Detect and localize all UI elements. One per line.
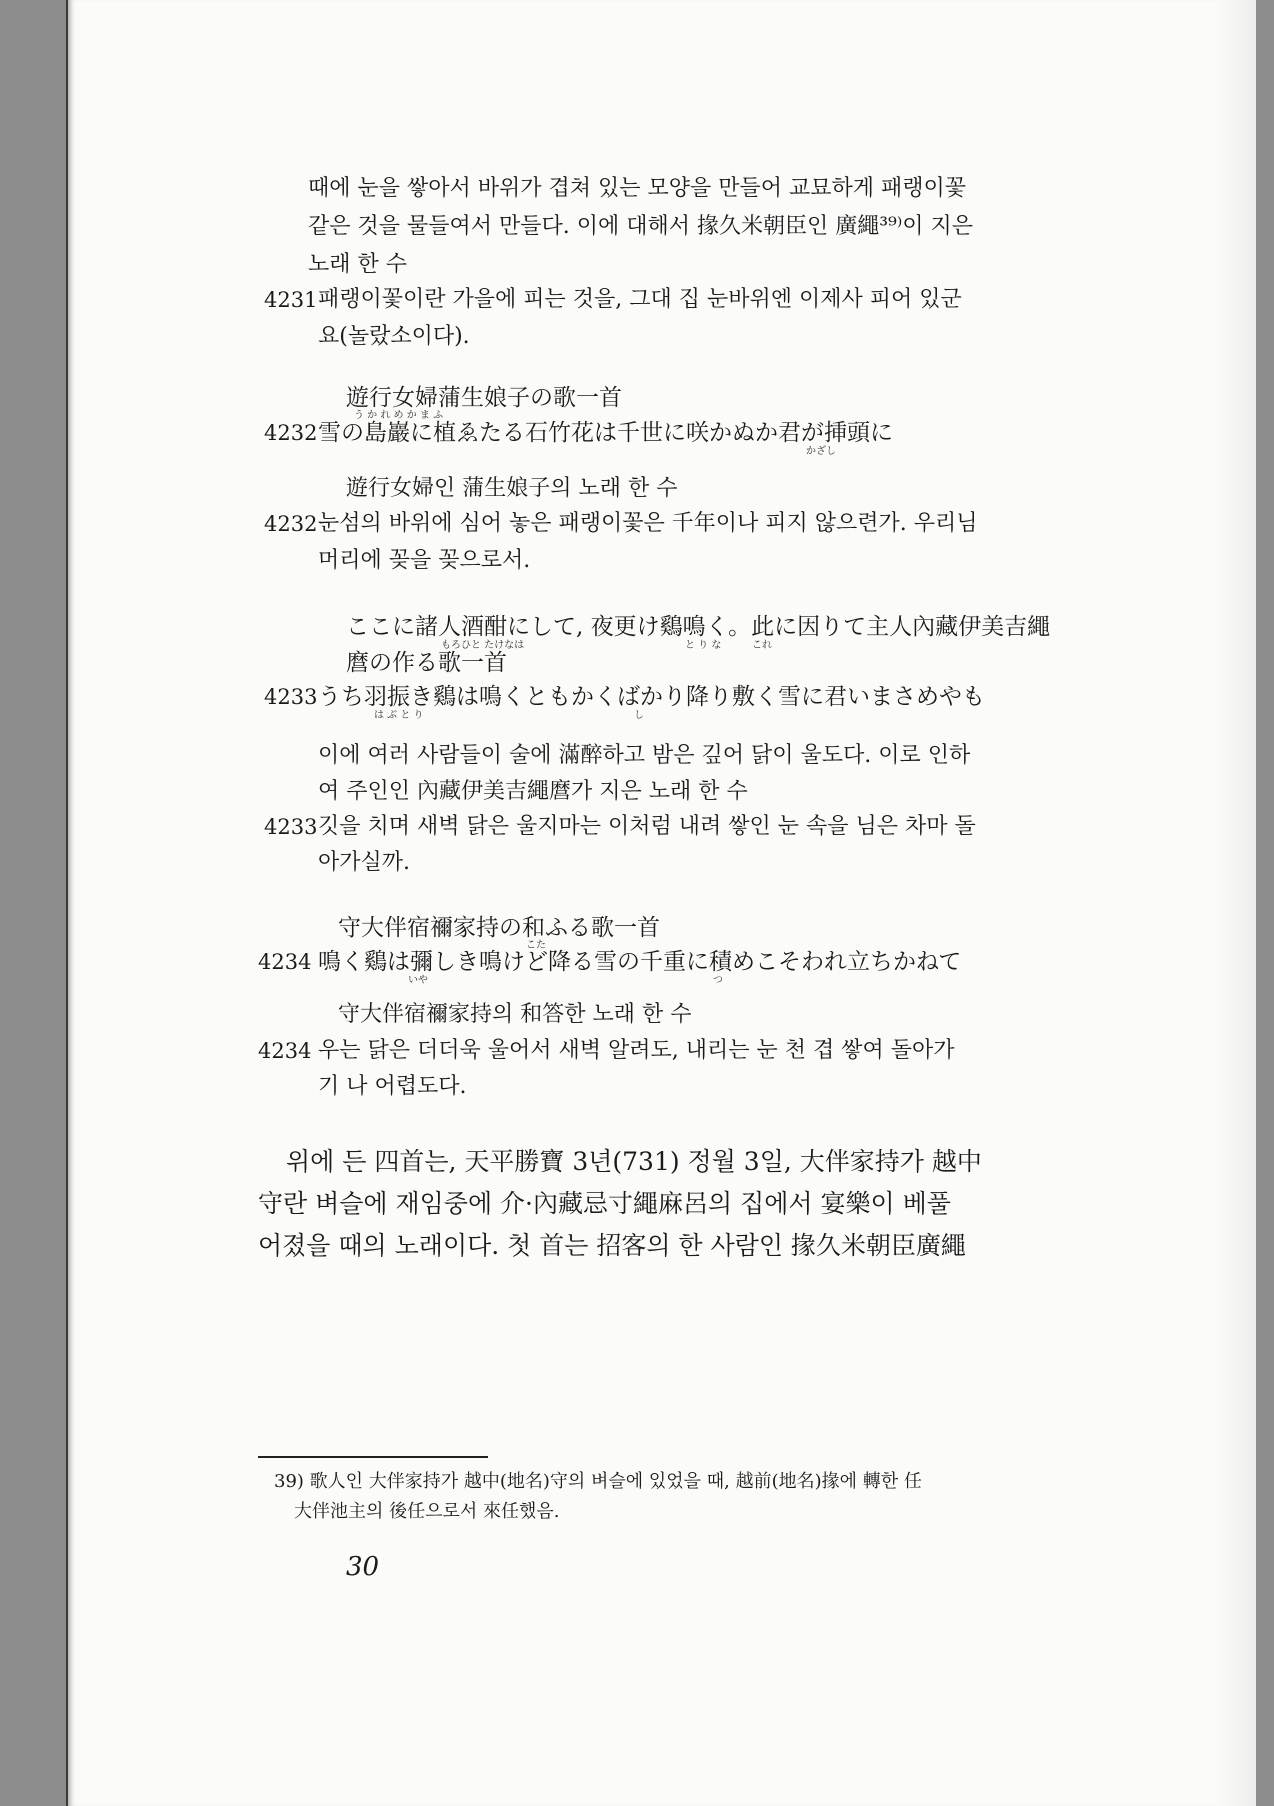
kr-heading-4233-line-2: 여 주인인 內藏伊美吉繩麿가 지은 노래 한 수 [318, 779, 748, 804]
kr-verse-4234-line-2: 기 나 어렵도다. [318, 1074, 467, 1099]
jp-verse-4232: 雪の島巖に植ゑたる石竹花は千世に咲かぬか君が挿頭に [318, 420, 893, 446]
kr-verse-4233-line-1: 깃을 치며 새벽 닭은 울지마는 이처럼 내려 쌓인 눈 속을 님은 차마 돌 [318, 814, 976, 839]
jp-heading-ruby-4233: もろひと たけなは [441, 640, 525, 651]
jp-heading-ruby-4234: こた [526, 940, 546, 951]
jp-heading-4232: 遊行女婦蒲生娘子の歌一首 [346, 385, 622, 411]
jp-verse-ruby-4233: は ぶ と り [374, 710, 424, 721]
kr-number-4234: 4234 [258, 1039, 312, 1063]
jp-verse-ruby2-4234: つ [713, 975, 723, 986]
commentary-line-3: 어졌을 때의 노래이다. 첫 首는 招客의 한 사람인 掾久米朝臣廣繩 [258, 1231, 966, 1260]
footnote-line-1: 39) 歌人인 大伴家持가 越中(地名)守의 벼슬에 있었을 때, 越前(地名)掾에 轉한 任 [274, 1471, 922, 1492]
page-number: 30 [346, 1552, 380, 1582]
book-page [66, 0, 1256, 1806]
commentary-line-1: 위에 든 四首는, 天平勝寶 3년(731) 정월 3일, 大伴家持가 越中 [286, 1147, 982, 1176]
jp-verse-ruby-4234: いや [408, 975, 428, 986]
kr-verse-4233-line-2: 아가실까. [318, 850, 411, 875]
intro-line-2: 같은 것을 물들여서 만들다. 이에 대해서 掾久米朝臣인 廣繩³⁹⁾이 지은 [308, 214, 974, 239]
jp-verse-ruby-4232: かざし [806, 446, 836, 457]
kr-verse-4232-line-2: 머리에 꽂을 꽂으로서. [318, 548, 531, 573]
jp-verse-4234: 鳴く鷄は彌しき鳴けど降る雪の千重に積めこそわれ立ちかねて [318, 949, 962, 975]
intro-line-1: 때에 눈을 쌓아서 바위가 겹쳐 있는 모양을 만들어 교묘하게 패랭이꽃 [308, 176, 966, 201]
jp-number-4233: 4233 [264, 685, 318, 709]
kr-heading-4233-line-1: 이에 여러 사람들이 술에 滿醉하고 밤은 깊어 닭이 울도다. 이로 인하 [318, 743, 971, 768]
jp-heading-4233-line-1: ここに諸人酒酣にして, 夜更け鷄鳴く。此に因りて主人內藏伊美吉繩 [346, 614, 1051, 640]
verse-4231-line-1: 패랭이꽃이란 가을에 피는 것을, 그대 집 눈바위엔 이제사 피어 있군 [318, 287, 962, 312]
jp-heading-ruby2-4233: と り な [685, 640, 722, 651]
kr-verse-4232-line-1: 눈섬의 바위에 심어 놓은 패랭이꽃은 千年이나 피지 않으련가. 우리님 [318, 511, 978, 536]
footnote-rule [258, 1456, 488, 1458]
kr-heading-4234: 守大伴宿禰家持의 和答한 노래 한 수 [338, 1002, 692, 1027]
jp-heading-4233-line-2: 麿の作る歌一首 [346, 650, 507, 676]
jp-number-4234: 4234 [258, 950, 312, 974]
verse-number-4231: 4231 [264, 288, 318, 312]
intro-line-3: 노래 한 수 [308, 252, 407, 277]
jp-verse-4233: うち羽振き鷄は鳴くともかくばかり降り敷く雪に君いまさめやも [318, 684, 985, 710]
jp-heading-ruby3-4233: これ [752, 640, 772, 651]
jp-heading-4234: 守大伴宿禰家持の和ふる歌一首 [338, 915, 660, 941]
commentary-line-2: 守란 벼슬에 재임중에 介·內藏忌寸繩麻呂의 집에서 宴樂이 베풀 [258, 1189, 951, 1218]
jp-ruby-4232: う か れ め か ま ふ [354, 410, 444, 421]
verse-4231-line-2: 요(놀랐소이다). [318, 324, 470, 349]
kr-number-4232: 4232 [264, 512, 318, 536]
page-edge [1216, 0, 1256, 1806]
kr-number-4233: 4233 [264, 815, 318, 839]
jp-number-4232: 4232 [264, 421, 318, 445]
kr-verse-4234-line-1: 우는 닭은 더더욱 울어서 새벽 알려도, 내리는 눈 천 겹 쌓여 돌아가 [318, 1038, 955, 1063]
kr-heading-4232: 遊行女婦인 蒲生娘子의 노래 한 수 [346, 476, 678, 501]
footnote-line-2: 大伴池主의 後任으로서 來任했음. [294, 1501, 560, 1522]
jp-verse-ruby2-4233: し [634, 710, 644, 721]
